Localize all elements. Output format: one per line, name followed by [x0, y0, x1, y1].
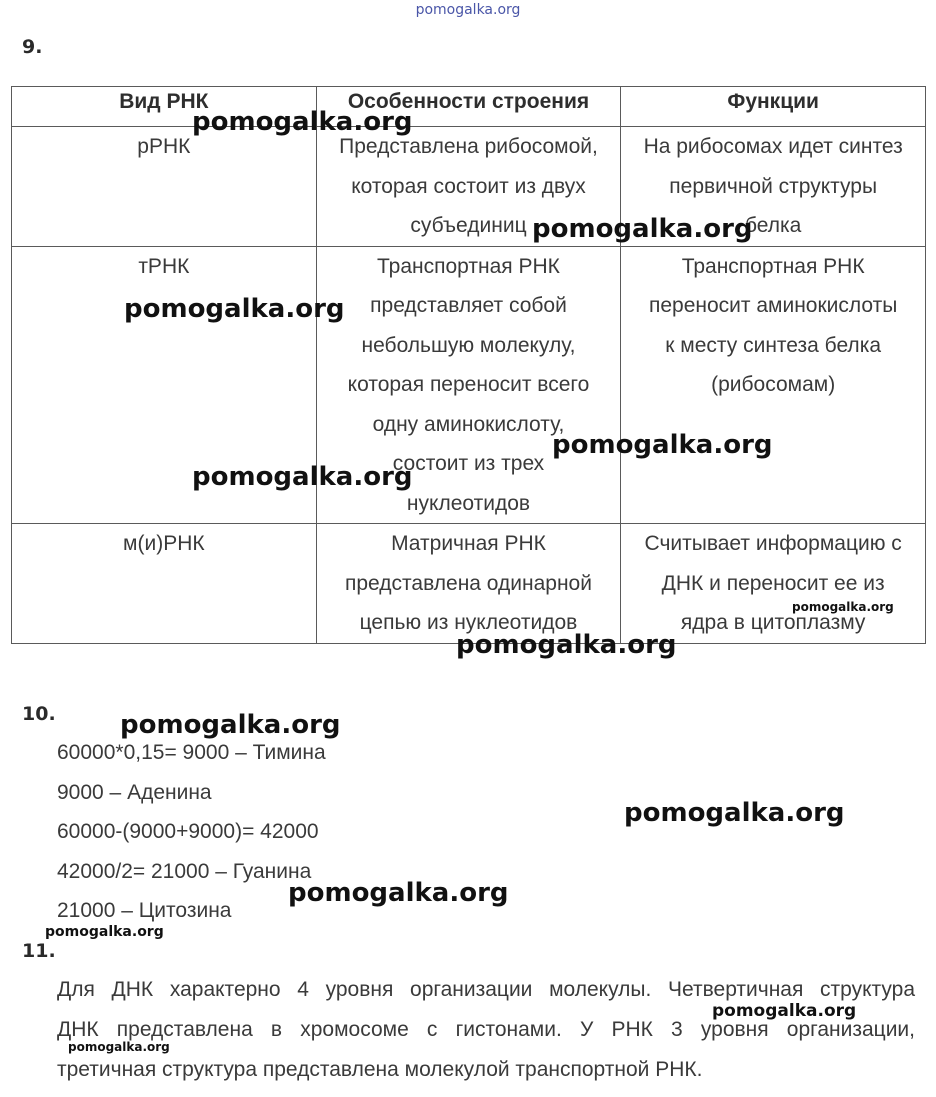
cell-type: м(и)РНК [12, 524, 317, 644]
watermark-small: pomogalka.org [68, 1040, 170, 1054]
watermark-small: pomogalka.org [792, 600, 894, 614]
table-row [12, 524, 926, 644]
cell-line: На рибосомах идет синтез [643, 135, 903, 158]
cell-line: небольшую молекулу, [361, 333, 576, 357]
watermark: pomogalka.org [120, 710, 341, 740]
watermark-top: pomogalka.org [415, 2, 521, 18]
calculation-lines [57, 733, 326, 931]
cell-line: переносит аминокислоты [648, 294, 898, 317]
header-structure: Особенности строения [316, 87, 621, 127]
cell-line: субъединиц [410, 214, 527, 237]
watermark: pomogalka.org [288, 878, 509, 908]
paragraph-line: Для ДНК характерно 4 уровня организации молекулы. Четвертичная структура [57, 978, 915, 1001]
paragraph-line: третичная структура представлена молекулой транспортной РНК. [57, 1058, 703, 1081]
cell-line: представляет собой [370, 294, 567, 317]
cell-line: к месту синтеза белка [665, 333, 882, 357]
answer-paragraph [57, 970, 915, 1090]
calc-line: 60000*0,15= 9000 – Тимина [57, 741, 326, 764]
question-11-number: 11. [22, 940, 56, 962]
cell-line: первичной структуры [669, 174, 878, 198]
header-functions: Функции [621, 87, 926, 127]
cell-line: цепью из нуклеотидов [359, 611, 578, 634]
cell-type: рРНК [12, 127, 317, 247]
cell-line: которая переносит всего [347, 373, 590, 396]
cell-line: Транспортная РНК [681, 254, 865, 278]
calc-line: 9000 – Аденина [57, 780, 212, 804]
cell-line: белка [744, 214, 802, 237]
watermark: pomogalka.org [192, 462, 413, 492]
cell-line: одну аминокислоту, [372, 412, 565, 436]
cell-line: ядра в цитоплазму [680, 611, 866, 634]
cell-function [621, 524, 926, 644]
table-row [12, 246, 926, 524]
watermark-small: pomogalka.org [712, 1001, 857, 1021]
cell-line: (рибосомам) [711, 373, 836, 396]
cell-line: Транспортная РНК [377, 254, 560, 278]
cell-line: состоит из трех [392, 452, 545, 475]
cell-line: представлена одинарной [345, 571, 592, 595]
watermark: pomogalka.org [192, 107, 413, 137]
cell-line: ДНК и переносит ее из [661, 571, 885, 595]
question-9-number: 9. [22, 36, 43, 58]
cell-line: которая состоит из двух [351, 174, 586, 198]
watermark: pomogalka.org [456, 630, 677, 660]
watermark: pomogalka.org [624, 798, 845, 828]
rna-types-table [11, 86, 926, 644]
cell-line: нуклеотидов [406, 491, 531, 515]
header-rna-type: Вид РНК [12, 87, 317, 127]
cell-line: Представлена рибосомой, [339, 135, 598, 158]
cell-function [621, 246, 926, 524]
watermark: pomogalka.org [552, 430, 773, 460]
table-header-row [12, 87, 926, 127]
paragraph-line: ДНК представлена в хромосоме с гистонами. У РНК 3 уровня организации, [57, 1018, 915, 1041]
watermark: pomogalka.org [124, 294, 345, 324]
cell-type: тРНК [12, 246, 317, 524]
table-row [12, 127, 926, 247]
watermark: pomogalka.org [532, 214, 753, 244]
calc-line: 42000/2= 21000 – Гуанина [57, 859, 312, 883]
cell-line: Считывает информацию с [644, 532, 902, 555]
cell-line: Матричная РНК [391, 532, 546, 555]
calc-line: 60000-(9000+9000)= 42000 [57, 820, 319, 843]
cell-structure [316, 524, 621, 644]
watermark-small: pomogalka.org [45, 924, 164, 940]
question-10-number: 10. [22, 703, 56, 725]
calc-line: 21000 – Цитозина [57, 899, 232, 922]
